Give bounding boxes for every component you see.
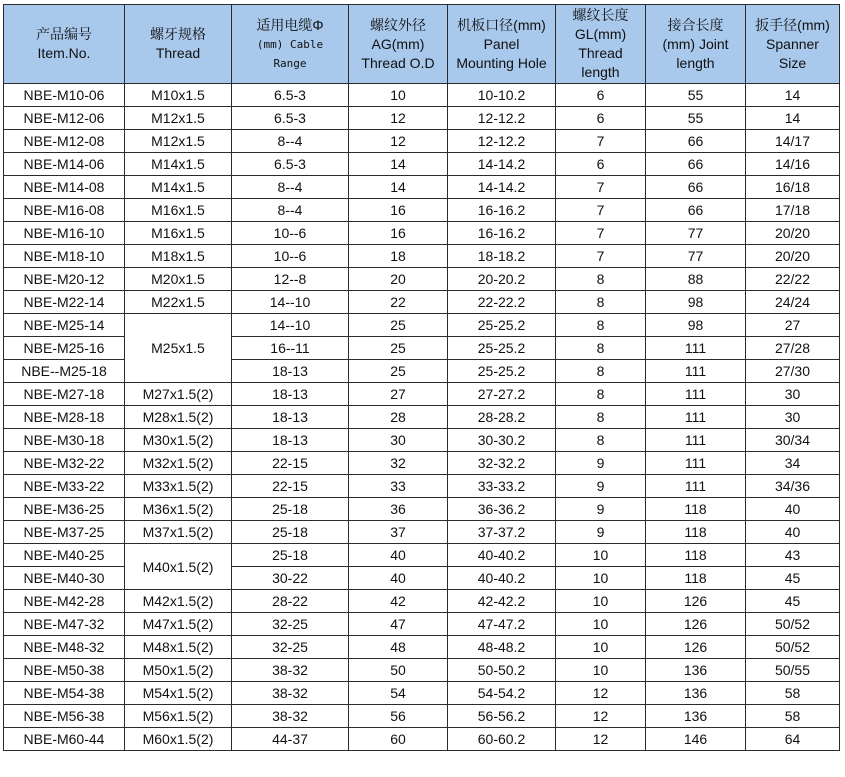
cell-gl: 12: [556, 705, 646, 728]
cell-gl: 8: [556, 314, 646, 337]
cell-panel: 16-16.2: [448, 199, 556, 222]
cell-cable: 10--6: [232, 245, 349, 268]
cell-item: NBE-M16-10: [4, 222, 125, 245]
cell-joint: 111: [646, 475, 746, 498]
cell-thread: M42x1.5(2): [125, 590, 232, 613]
cell-item: NBE-M27-18: [4, 383, 125, 406]
cell-spanner: 27/28: [746, 337, 840, 360]
cell-cable: 16--11: [232, 337, 349, 360]
cell-od: 16: [349, 199, 448, 222]
cell-thread: M25x1.5: [125, 314, 232, 383]
cell-thread: M37x1.5(2): [125, 521, 232, 544]
cell-gl: 8: [556, 268, 646, 291]
table-row: [4, 728, 840, 751]
header-cable-en1: (mm) Cable: [256, 37, 324, 51]
cell-panel: 40-40.2: [448, 544, 556, 567]
cell-joint: 111: [646, 360, 746, 383]
cell-panel: 25-25.2: [448, 337, 556, 360]
cell-item: NBE-M22-14: [4, 291, 125, 314]
cell-od: 28: [349, 406, 448, 429]
cell-joint: 118: [646, 498, 746, 521]
cell-item: NBE-M14-06: [4, 153, 125, 176]
cell-joint: 111: [646, 406, 746, 429]
cell-thread: M28x1.5(2): [125, 406, 232, 429]
cell-spanner: 45: [746, 567, 840, 590]
table-row: [4, 107, 840, 130]
cell-cable: 25-18: [232, 544, 349, 567]
header-panel-hole: [448, 5, 556, 84]
cell-cable: 6.5-3: [232, 84, 349, 107]
cell-item: NBE-M20-12: [4, 268, 125, 291]
cell-item: NBE-M25-16: [4, 337, 125, 360]
cell-gl: 7: [556, 176, 646, 199]
cell-gl: 9: [556, 452, 646, 475]
cell-thread: M32x1.5(2): [125, 452, 232, 475]
cell-cable: 22-15: [232, 452, 349, 475]
cell-od: 14: [349, 153, 448, 176]
cell-thread: M50x1.5(2): [125, 659, 232, 682]
header-cable-en2: Range: [273, 56, 307, 70]
cell-gl: 9: [556, 475, 646, 498]
cell-item: NBE-M54-38: [4, 682, 125, 705]
cell-thread: M16x1.5: [125, 199, 232, 222]
cell-od: 33: [349, 475, 448, 498]
cell-thread: M48x1.5(2): [125, 636, 232, 659]
cell-gl: 6: [556, 84, 646, 107]
cell-thread: M14x1.5: [125, 153, 232, 176]
cell-panel: 50-50.2: [448, 659, 556, 682]
cell-joint: 55: [646, 84, 746, 107]
cell-od: 48: [349, 636, 448, 659]
cell-gl: 7: [556, 245, 646, 268]
cell-item: NBE-M37-25: [4, 521, 125, 544]
cell-od: 12: [349, 107, 448, 130]
header-gl-en3: length: [581, 64, 620, 80]
table-row: [4, 383, 840, 406]
cell-cable: 44-37: [232, 728, 349, 751]
cell-od: 12: [349, 130, 448, 153]
table-row: [4, 521, 840, 544]
cell-od: 54: [349, 682, 448, 705]
cell-spanner: 50/52: [746, 636, 840, 659]
cell-od: 37: [349, 521, 448, 544]
cell-cable: 6.5-3: [232, 107, 349, 130]
cell-spanner: 27: [746, 314, 840, 337]
cell-item: NBE-M47-32: [4, 613, 125, 636]
cell-spanner: 40: [746, 498, 840, 521]
cell-gl: 9: [556, 498, 646, 521]
cell-gl: 6: [556, 107, 646, 130]
cell-cable: 18-13: [232, 360, 349, 383]
cell-cable: 18-13: [232, 429, 349, 452]
cell-gl: 7: [556, 222, 646, 245]
cell-thread: M12x1.5: [125, 130, 232, 153]
cell-joint: 77: [646, 245, 746, 268]
cell-thread: M36x1.5(2): [125, 498, 232, 521]
cell-cable: 38-32: [232, 682, 349, 705]
cell-spanner: 45: [746, 590, 840, 613]
cell-thread: M16x1.5: [125, 222, 232, 245]
table-row: [4, 268, 840, 291]
cell-thread: M30x1.5(2): [125, 429, 232, 452]
table-row: [4, 544, 840, 567]
table-row: [4, 84, 840, 107]
cell-item: NBE-M10-06: [4, 84, 125, 107]
cell-od: 25: [349, 314, 448, 337]
cell-spanner: 20/20: [746, 222, 840, 245]
header-panel-en1: Panel: [483, 35, 520, 52]
cell-joint: 136: [646, 682, 746, 705]
header-thread-cn: 螺牙规格: [150, 26, 206, 42]
cell-gl: 8: [556, 337, 646, 360]
cell-item: NBE-M18-10: [4, 245, 125, 268]
cell-cable: 25-18: [232, 521, 349, 544]
cell-od: 14: [349, 176, 448, 199]
cell-thread: M27x1.5(2): [125, 383, 232, 406]
cell-thread: M10x1.5: [125, 84, 232, 107]
cell-panel: 28-28.2: [448, 406, 556, 429]
cell-od: 10: [349, 84, 448, 107]
table-row: [4, 199, 840, 222]
cell-cable: 25-18: [232, 498, 349, 521]
cell-gl: 10: [556, 544, 646, 567]
table-row: [4, 314, 840, 337]
cell-joint: 136: [646, 659, 746, 682]
header-spanner-en2: Size: [778, 54, 807, 71]
table-row: [4, 176, 840, 199]
cell-cable: 22-15: [232, 475, 349, 498]
cell-joint: 118: [646, 567, 746, 590]
cell-panel: 37-37.2: [448, 521, 556, 544]
cell-panel: 25-25.2: [448, 360, 556, 383]
cell-cable: 18-13: [232, 406, 349, 429]
cell-spanner: 27/30: [746, 360, 840, 383]
cell-spanner: 24/24: [746, 291, 840, 314]
cell-panel: 56-56.2: [448, 705, 556, 728]
cell-spanner: 22/22: [746, 268, 840, 291]
cell-item: NBE-M40-30: [4, 567, 125, 590]
cell-panel: 10-10.2: [448, 84, 556, 107]
table-row: [4, 245, 840, 268]
cell-spanner: 30: [746, 406, 840, 429]
cell-spanner: 30/34: [746, 429, 840, 452]
cell-spanner: 64: [746, 728, 840, 751]
cell-gl: 9: [556, 521, 646, 544]
table-row: [4, 153, 840, 176]
cell-joint: 66: [646, 130, 746, 153]
cell-joint: 66: [646, 153, 746, 176]
cell-panel: 33-33.2: [448, 475, 556, 498]
cell-item: NBE-M12-06: [4, 107, 125, 130]
cell-thread: M56x1.5(2): [125, 705, 232, 728]
header-gl-en2: Thread: [578, 45, 623, 61]
cell-cable: 14--10: [232, 314, 349, 337]
header-thread-en: Thread: [155, 45, 201, 61]
cell-item: NBE-M28-18: [4, 406, 125, 429]
cell-joint: 111: [646, 337, 746, 360]
cell-thread: M18x1.5: [125, 245, 232, 268]
table-row: [4, 682, 840, 705]
cell-panel: 54-54.2: [448, 682, 556, 705]
cell-spanner: 34/36: [746, 475, 840, 498]
cell-panel: 16-16.2: [448, 222, 556, 245]
header-gl-en1: GL(mm): [574, 26, 627, 42]
cell-joint: 98: [646, 314, 746, 337]
cell-spanner: 58: [746, 705, 840, 728]
table-row: [4, 130, 840, 153]
cell-item: NBE-M36-25: [4, 498, 125, 521]
header-cable-cn: 适用电缆Φ: [256, 16, 324, 33]
cell-gl: 10: [556, 659, 646, 682]
cell-gl: 8: [556, 383, 646, 406]
header-spanner-size: [746, 5, 840, 84]
cell-cable: 32-25: [232, 636, 349, 659]
cell-spanner: 14: [746, 84, 840, 107]
cell-od: 22: [349, 291, 448, 314]
cell-od: 60: [349, 728, 448, 751]
cell-thread: M60x1.5(2): [125, 728, 232, 751]
cell-panel: 25-25.2: [448, 314, 556, 337]
table-row: [4, 452, 840, 475]
cell-spanner: 40: [746, 521, 840, 544]
cell-panel: 22-22.2: [448, 291, 556, 314]
cell-spanner: 50/55: [746, 659, 840, 682]
header-joint-cn: 接合长度: [667, 16, 724, 33]
cell-gl: 10: [556, 613, 646, 636]
cell-joint: 111: [646, 452, 746, 475]
cell-spanner: 34: [746, 452, 840, 475]
table-row: [4, 613, 840, 636]
header-joint-en1: (mm) Joint: [662, 35, 729, 52]
table-header: [4, 5, 840, 84]
cell-panel: 48-48.2: [448, 636, 556, 659]
cell-gl: 8: [556, 406, 646, 429]
cell-panel: 36-36.2: [448, 498, 556, 521]
cell-gl: 10: [556, 567, 646, 590]
cell-item: NBE-M50-38: [4, 659, 125, 682]
table-row: [4, 222, 840, 245]
cell-joint: 126: [646, 613, 746, 636]
cell-gl: 10: [556, 590, 646, 613]
header-cable-range: [232, 5, 349, 84]
table-row: [4, 636, 840, 659]
header-item-cn: 产品编号: [36, 26, 92, 42]
cell-item: NBE-M33-22: [4, 475, 125, 498]
header-row: [4, 5, 840, 84]
cell-od: 25: [349, 360, 448, 383]
cell-joint: 136: [646, 705, 746, 728]
cell-item: NBE-M40-25: [4, 544, 125, 567]
cell-od: 16: [349, 222, 448, 245]
cell-gl: 7: [556, 199, 646, 222]
cell-od: 50: [349, 659, 448, 682]
table-row: [4, 429, 840, 452]
cell-joint: 126: [646, 636, 746, 659]
header-thread-length: [556, 5, 646, 84]
cell-joint: 111: [646, 383, 746, 406]
header-spanner-en1: Spanner: [766, 35, 819, 52]
cell-panel: 40-40.2: [448, 567, 556, 590]
cell-od: 47: [349, 613, 448, 636]
header-od-en1: AG(mm): [371, 35, 425, 52]
cell-panel: 42-42.2: [448, 590, 556, 613]
cell-od: 40: [349, 544, 448, 567]
cell-cable: 12--8: [232, 268, 349, 291]
table-row: [4, 659, 840, 682]
header-item-en: Item.No.: [37, 45, 91, 61]
header-od-cn: 螺纹外径: [370, 16, 426, 33]
cell-gl: 6: [556, 153, 646, 176]
cell-thread: M12x1.5: [125, 107, 232, 130]
cell-thread: M14x1.5: [125, 176, 232, 199]
cell-thread: M20x1.5: [125, 268, 232, 291]
cell-spanner: 14/16: [746, 153, 840, 176]
cell-item: NBE-M32-22: [4, 452, 125, 475]
cell-cable: 30-22: [232, 567, 349, 590]
cell-od: 27: [349, 383, 448, 406]
cell-spanner: 14: [746, 107, 840, 130]
cell-thread: M54x1.5(2): [125, 682, 232, 705]
cell-item: NBE-M30-18: [4, 429, 125, 452]
table-row: [4, 705, 840, 728]
cell-cable: 6.5-3: [232, 153, 349, 176]
cell-gl: 8: [556, 429, 646, 452]
cell-panel: 32-32.2: [448, 452, 556, 475]
cell-od: 42: [349, 590, 448, 613]
cell-cable: 14--10: [232, 291, 349, 314]
cell-od: 32: [349, 452, 448, 475]
table-row: [4, 590, 840, 613]
cell-item: NBE-M12-08: [4, 130, 125, 153]
table-row: [4, 475, 840, 498]
cell-gl: 8: [556, 291, 646, 314]
cell-joint: 88: [646, 268, 746, 291]
header-od-en2: Thread O.D: [361, 54, 435, 71]
cell-joint: 118: [646, 521, 746, 544]
header-item-no: [4, 5, 125, 84]
header-thread-od: [349, 5, 448, 84]
cell-joint: 66: [646, 199, 746, 222]
cell-cable: 8--4: [232, 176, 349, 199]
cell-joint: 126: [646, 590, 746, 613]
cell-item: NBE-M16-08: [4, 199, 125, 222]
cell-od: 36: [349, 498, 448, 521]
header-joint-length: [646, 5, 746, 84]
cell-joint: 118: [646, 544, 746, 567]
cell-cable: 8--4: [232, 199, 349, 222]
cell-thread: M33x1.5(2): [125, 475, 232, 498]
cell-gl: 12: [556, 728, 646, 751]
table-body: [4, 84, 840, 751]
cell-gl: 8: [556, 360, 646, 383]
cell-panel: 30-30.2: [448, 429, 556, 452]
cell-thread: M40x1.5(2): [125, 544, 232, 590]
cell-thread: M47x1.5(2): [125, 613, 232, 636]
cell-panel: 60-60.2: [448, 728, 556, 751]
cell-panel: 14-14.2: [448, 176, 556, 199]
cell-joint: 66: [646, 176, 746, 199]
cell-joint: 146: [646, 728, 746, 751]
cell-od: 25: [349, 337, 448, 360]
cell-od: 30: [349, 429, 448, 452]
cell-od: 20: [349, 268, 448, 291]
cell-panel: 14-14.2: [448, 153, 556, 176]
header-thread: [125, 5, 232, 84]
cell-panel: 12-12.2: [448, 130, 556, 153]
header-spanner-cn: 扳手径(mm): [755, 16, 830, 33]
cell-od: 40: [349, 567, 448, 590]
table-row: [4, 406, 840, 429]
cell-item: NBE-M25-14: [4, 314, 125, 337]
cell-item: NBE-M14-08: [4, 176, 125, 199]
cell-spanner: 50/52: [746, 613, 840, 636]
cell-gl: 10: [556, 636, 646, 659]
cell-joint: 77: [646, 222, 746, 245]
spec-table: [3, 4, 840, 751]
cell-gl: 7: [556, 130, 646, 153]
cell-spanner: 14/17: [746, 130, 840, 153]
cell-item: NBE-M48-32: [4, 636, 125, 659]
header-panel-cn: 机板口径(mm): [457, 16, 546, 33]
cell-cable: 10--6: [232, 222, 349, 245]
cell-gl: 12: [556, 682, 646, 705]
cell-spanner: 30: [746, 383, 840, 406]
cell-item: NBE-M56-38: [4, 705, 125, 728]
cell-panel: 12-12.2: [448, 107, 556, 130]
cell-spanner: 58: [746, 682, 840, 705]
cell-cable: 18-13: [232, 383, 349, 406]
cell-joint: 111: [646, 429, 746, 452]
cell-thread: M22x1.5: [125, 291, 232, 314]
cell-cable: 38-32: [232, 659, 349, 682]
cell-od: 56: [349, 705, 448, 728]
cell-joint: 98: [646, 291, 746, 314]
cell-spanner: 20/20: [746, 245, 840, 268]
header-gl-cn: 螺纹长度: [572, 7, 629, 23]
cell-cable: 38-32: [232, 705, 349, 728]
cell-item: NBE-M60-44: [4, 728, 125, 751]
cell-cable: 8--4: [232, 130, 349, 153]
cell-panel: 47-47.2: [448, 613, 556, 636]
header-panel-en2: Mounting Hole: [456, 54, 547, 71]
cell-spanner: 43: [746, 544, 840, 567]
cell-panel: 20-20.2: [448, 268, 556, 291]
cell-item: NBE-M42-28: [4, 590, 125, 613]
cell-cable: 28-22: [232, 590, 349, 613]
cell-joint: 55: [646, 107, 746, 130]
table-row: [4, 498, 840, 521]
cell-item: NBE--M25-18: [4, 360, 125, 383]
cell-spanner: 16/18: [746, 176, 840, 199]
header-joint-en2: length: [676, 54, 715, 71]
cell-cable: 32-25: [232, 613, 349, 636]
table-row: [4, 291, 840, 314]
cell-panel: 18-18.2: [448, 245, 556, 268]
cell-panel: 27-27.2: [448, 383, 556, 406]
cell-spanner: 17/18: [746, 199, 840, 222]
cell-od: 18: [349, 245, 448, 268]
